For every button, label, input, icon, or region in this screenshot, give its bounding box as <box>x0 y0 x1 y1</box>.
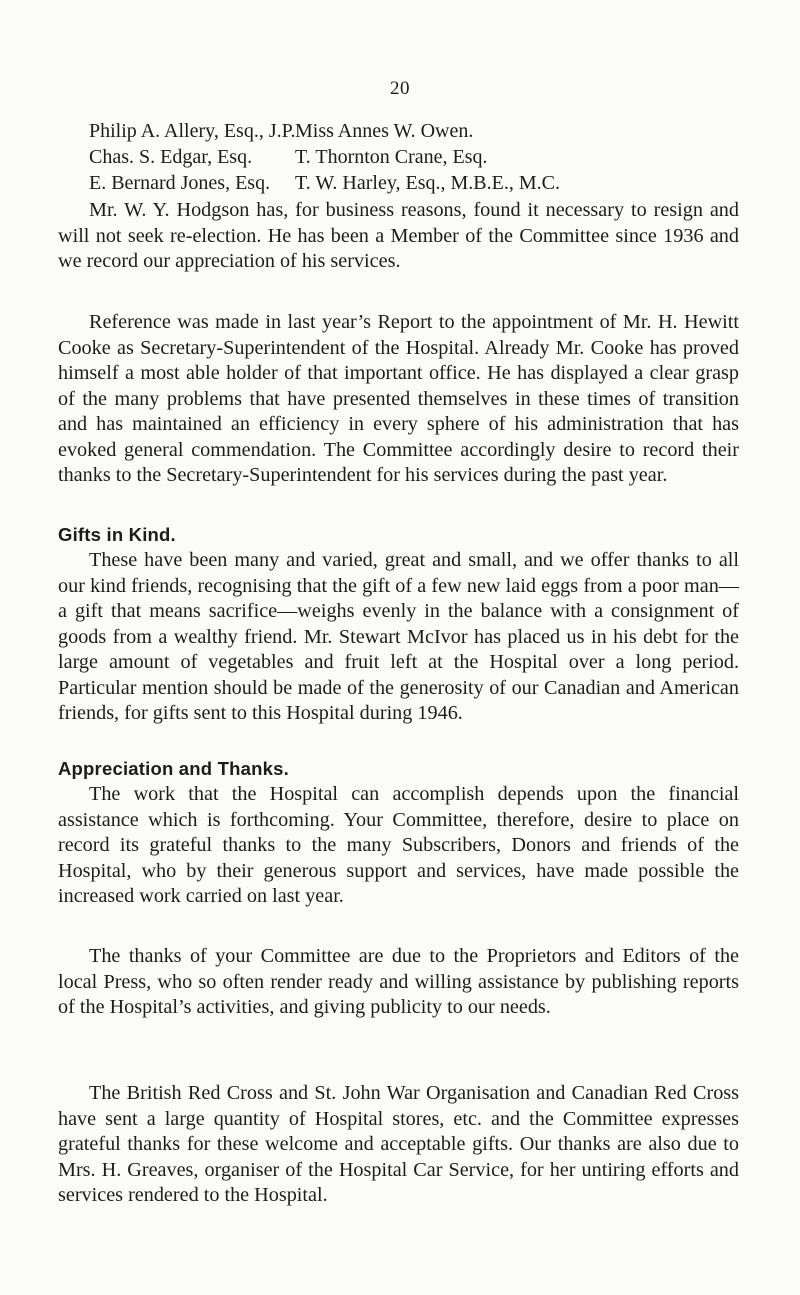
committee-names-list <box>89 118 749 196</box>
committee-names-row <box>89 170 749 196</box>
committee-name: Chas. S. Edgar, Esq. <box>89 146 253 168</box>
page-number: 20 <box>390 78 410 99</box>
gifts-paragraph: These have been many and varied, great and small, and we offer thanks to all our kind friends, recognising that the gift of a few new laid eggs from a poor man—a gift that means sacrifice—weighs evenly in the balance with a consignment of goods from a wealthy friend. Mr. Stewart McIvor has placed us in his debt for the large amount of vegetables and fruit left at the Hospital over a long period. Particular mention should be made of the generosity of our Canadian and American friends, for gifts sent to this Hospital during 1946. <box>58 549 739 724</box>
redcross-paragraph-block <box>58 1081 739 1209</box>
press-paragraph: The thanks of your Committee are due to the Proprietors and Editors of the local Press, who so often render ready and willing assistance by publishing reports of the Hospital’s activities, and giving publicity to our needs. <box>58 945 739 1018</box>
appreciation-paragraph: The work that the Hospital can accomplish depends upon the financial assistance which is forthcoming. Your Committee, therefore, desire to place on record its grateful thanks to the many Subscribers, Donors and friends of the Hospital, who by their generous support and services, have made possible the increased work carried on last year. <box>58 783 739 907</box>
hodgson-paragraph-block <box>58 198 739 275</box>
gifts-heading: Gifts in Kind. <box>58 524 176 545</box>
committee-name: Philip A. Allery, Esq., J.P. <box>89 120 296 142</box>
committee-name: E. Bernard Jones, Esq. <box>89 172 271 194</box>
committee-name: T. W. Harley, Esq., M.B.E., M.C. <box>295 172 560 194</box>
committee-name: Miss Annes W. Owen. <box>295 120 474 142</box>
committee-names-row <box>89 144 749 170</box>
committee-name: T. Thornton Crane, Esq. <box>295 146 488 168</box>
redcross-paragraph: The British Red Cross and St. John War Organisation and Canadian Red Cross have sent a large quantity of Hospital stores, etc. and the Committee expresses grateful thanks for these welcome and acceptable gifts. Our thanks are also due to Mrs. H. Greaves, organiser of the Hospital Car Service, for her untiring efforts and services rendered to the Hospital. <box>58 1082 739 1206</box>
committee-names-row <box>89 118 749 144</box>
cooke-paragraph-block <box>58 310 739 489</box>
appreciation-heading: Appreciation and Thanks. <box>58 758 289 779</box>
hodgson-paragraph: Mr. W. Y. Hodgson has, for business reasons, found it necessary to resign and will not seek re-election. He has been a Member of the Committee since 1936 and we record our appreciation of his services. <box>58 199 739 272</box>
press-paragraph-block <box>58 944 739 1021</box>
cooke-paragraph: Reference was made in last year’s Report to the appointment of Mr. H. Hewitt Cooke as Secretary-Superintendent of the Hospital. Already Mr. Cooke has proved himself a most able holder of that important office. He has displayed a clear grasp of the many problems that have presented themselves in these times of transition and has maintained an efficiency in every sphere of his administration that has evoked general commendation. The Committee accordingly desire to record their thanks to the Secretary-Superintendent for his services during the past year. <box>58 311 739 486</box>
appreciation-paragraph-block <box>58 782 739 910</box>
gifts-paragraph-block <box>58 548 739 727</box>
